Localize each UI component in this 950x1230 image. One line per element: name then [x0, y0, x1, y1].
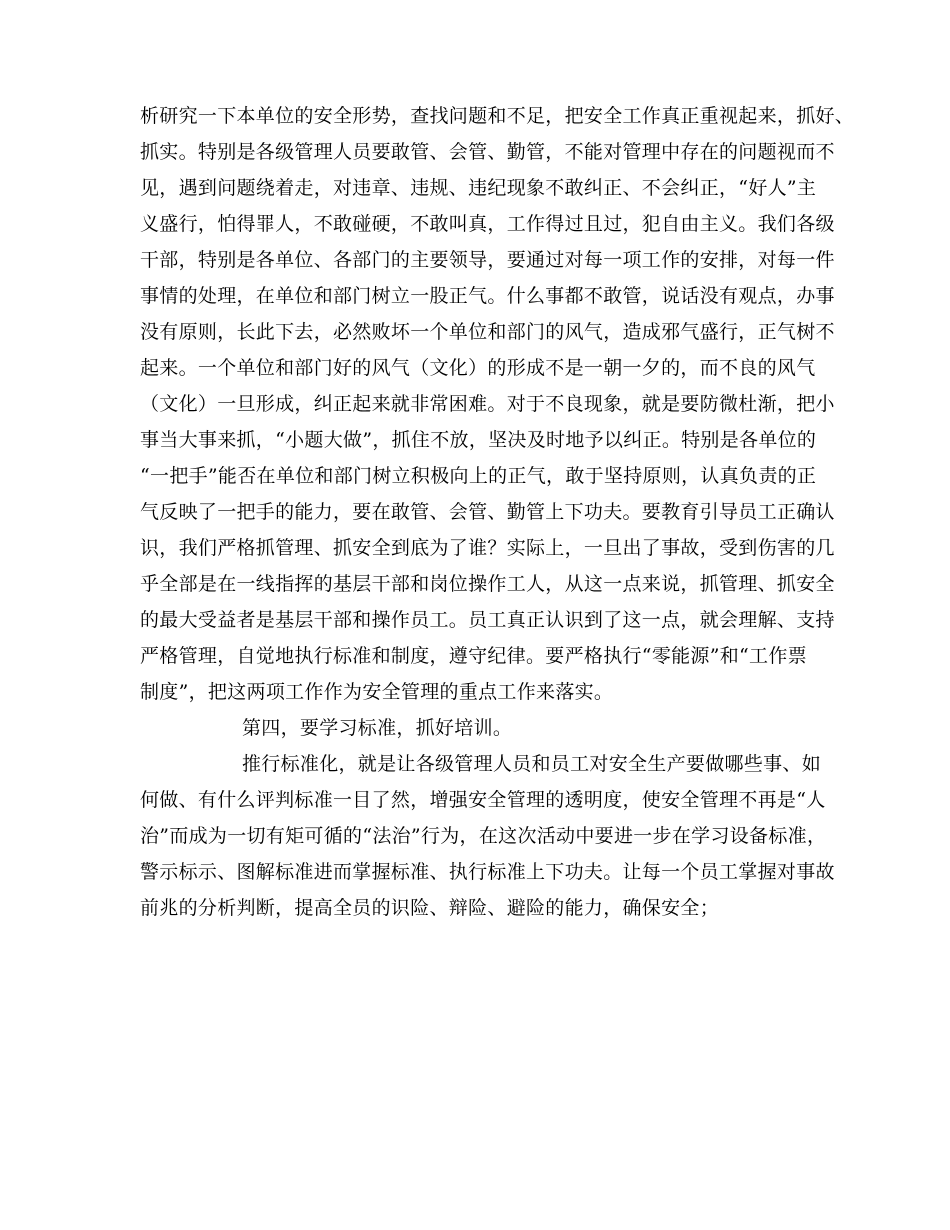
- paragraph-line: 乎全部是在一线指挥的基层干部和岗位操作工人，从这一点来说，抓管理、抓安全: [140, 573, 835, 595]
- paragraph-line: 没有原则，长此下去，必然败坏一个单位和部门的风气，造成邪气盛行，正气树不: [140, 321, 835, 343]
- paragraph-line: 严格管理，自觉地执行标准和制度，遵守纪律。要严格执行“零能源”和“工作票: [140, 645, 807, 667]
- paragraph-line: 气反映了一把手的能力，要在敢管、会管、勤管上下功夫。要教育引导员工正确认: [140, 501, 835, 523]
- paragraph-line: 的最大受益者是基层干部和操作员工。员工真正认识到了这一点，就会理解、支持: [140, 609, 835, 631]
- paragraph-line: 推行标准化，就是让各级管理人员和员工对安全生产要做哪些事、如: [242, 753, 822, 775]
- paragraph-line: 见，遇到问题绕着走，对违章、违规、违纪现象不敢纠正、不会纠正，“好人”主: [140, 177, 817, 199]
- paragraph-line: 析研究一下本单位的安全形势，查找问题和不足，把安全工作真正重视起来，抓好、: [140, 105, 855, 127]
- paragraph-line: 事情的处理，在单位和部门树立一股正气。什么事都不敢管，说话没有观点，办事: [140, 285, 835, 307]
- paragraph-line: 警示标示、图解标准进而掌握标准、执行标准上下功夫。让每一个员工掌握对事故: [140, 861, 835, 883]
- paragraph-line: “一把手”能否在单位和部门树立积极向上的正气，敢于坚持原则，认真负责的正: [140, 465, 817, 487]
- paragraph-line: 前兆的分析判断，提高全员的识险、辩险、避险的能力，确保安全；: [140, 897, 720, 919]
- section-heading: 第四，要学习标准，抓好培训。: [242, 717, 513, 739]
- paragraph-line: 治”而成为一切有矩可循的“法治”行为，在这次活动中要进一步在学习设备标准，: [140, 825, 827, 847]
- paragraph-line: 起来。一个单位和部门好的风气（文化）的形成不是一朝一夕的，而不良的风气: [140, 357, 816, 379]
- paragraph-line: 义盛行，怕得罪人，不敢碰硬，不敢叫真，工作得过且过，犯自由主义。我们各级: [140, 213, 835, 235]
- paragraph-line: 干部，特别是各单位、各部门的主要领导，要通过对每一项工作的安排，对每一件: [140, 249, 835, 271]
- paragraph-line: 事当大事来抓，“小题大做”，抓住不放，坚决及时地予以纠正。特别是各单位的: [140, 429, 817, 451]
- paragraph-line: （文化）一旦形成，纠正起来就非常困难。对于不良现象，就是要防微杜渐，把小: [140, 393, 835, 415]
- paragraph-line: 何做、有什么评判标准一目了然，增强安全管理的透明度，使安全管理不再是“人: [140, 789, 826, 811]
- paragraph-line: 识，我们严格抓管理、抓安全到底为了谁？实际上，一旦出了事故，受到伤害的几: [140, 537, 835, 559]
- paragraph-line: 抓实。特别是各级管理人员要敢管、会管、勤管，不能对管理中存在的问题视而不: [140, 141, 835, 163]
- paragraph-line: 制度”，把这两项工作作为安全管理的重点工作来落实。: [140, 681, 614, 703]
